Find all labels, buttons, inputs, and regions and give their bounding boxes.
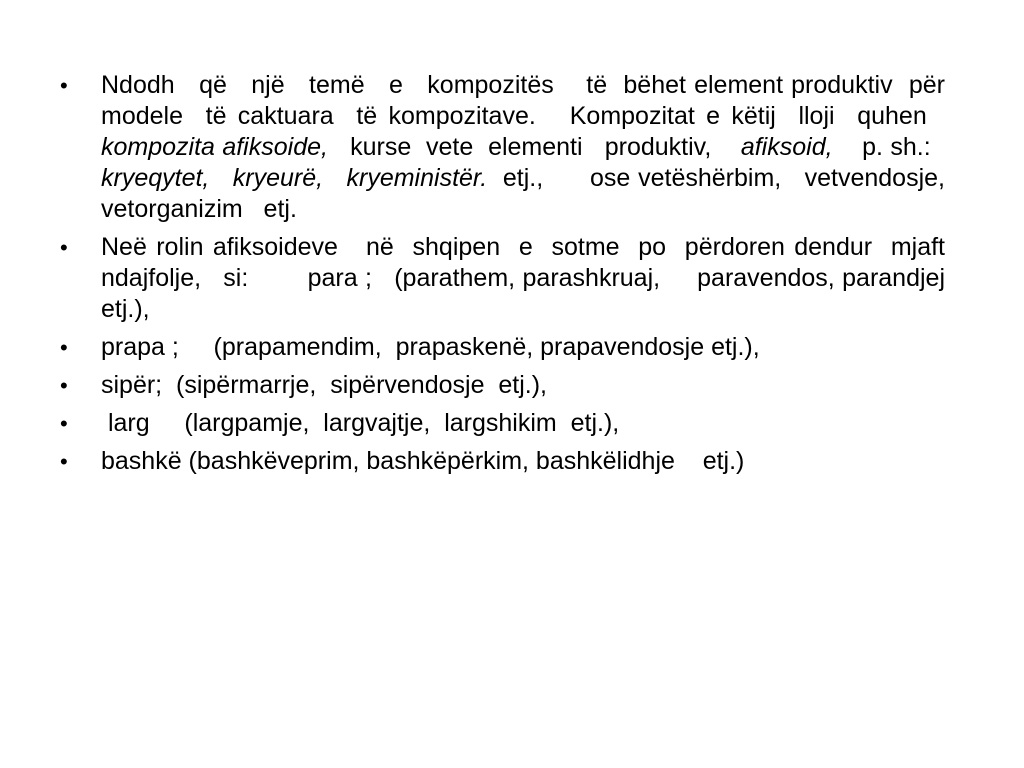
bullet-item-5 [60, 408, 945, 439]
bullet-3-text: prapa ; (prapamendim, prapaskenë, prapavendosje etj.), [101, 333, 760, 361]
bullet-2-text: Neë rolin afiksoideve në shqipen e sotme po përdoren dendur mjaft ndajfolje, si: para ; (parathem, parashkruaj, paravendos, parandjej etj.), [101, 233, 994, 323]
bullet-item-6 [60, 446, 945, 477]
bullet-1-term-afiksoid: afiksoid, [740, 133, 833, 161]
bullet-item-4 [60, 370, 945, 401]
bullet-item-2 [60, 232, 994, 325]
bullet-1-examples: kryeqytet, kryeurë, kryeministër. [101, 164, 488, 192]
bullet-item-3 [60, 332, 945, 363]
bullet-icon: • [60, 235, 68, 260]
bullet-1-text-4: etj., ose vetëshërbim, vetvendosje, vetorganizim etj. [101, 164, 966, 223]
bullet-icon: • [60, 411, 68, 436]
bullet-icon: • [60, 335, 68, 360]
bullet-icon: • [60, 73, 68, 98]
bullet-4-text: sipër; (sipërmarrje, sipërvendosje etj.), [101, 371, 547, 399]
bullet-1-text-2: kurse vete elementi produktiv, [335, 133, 734, 161]
bullet-1-term-kompozita-afiksoide: kompozita afiksoide, [101, 133, 328, 161]
bullet-list [60, 70, 994, 484]
bullet-icon: • [60, 373, 68, 398]
bullet-5-text: larg (largpamje, largvajtje, largshikim etj.), [101, 409, 620, 437]
bullet-icon: • [60, 449, 68, 474]
bullet-6-text: bashkë (bashkëveprim, bashkëpërkim, bashkëlidhje etj.) [101, 447, 745, 475]
bullet-item-1 [60, 70, 966, 225]
bullet-1-text-3: p. sh.: [839, 133, 945, 161]
bullet-1-text-1: Ndodh që një temë e kompozitës të bëhet element produktiv për modele të caktuara të kompozitave. Kompozitat e këtij lloji quhen [101, 71, 952, 130]
